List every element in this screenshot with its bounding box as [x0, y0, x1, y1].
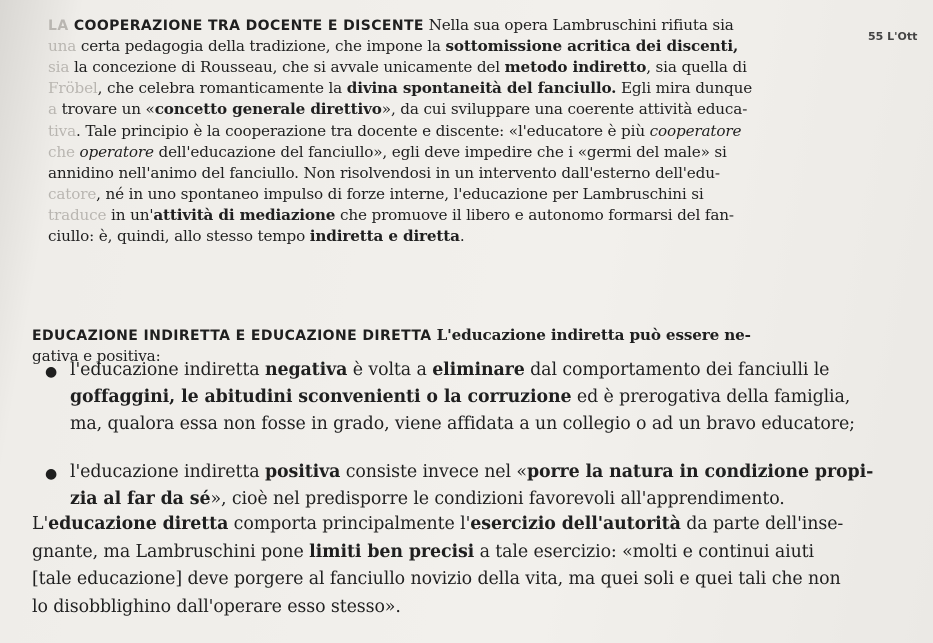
text-run: zia al far da sé	[70, 489, 211, 509]
text-run: a tale esercizio: «molti e continui aiuti	[474, 541, 815, 562]
text-run: Egli mira dunque	[616, 79, 753, 98]
diretta-line	[32, 597, 401, 617]
text-run: L'	[32, 514, 49, 534]
text-run: L'educazione indiretta può essere ne-	[431, 326, 751, 344]
text-run: LA	[48, 18, 74, 34]
cooperazione-line	[48, 122, 741, 140]
cooperazione-line	[48, 185, 704, 203]
cooperazione-line	[48, 164, 720, 182]
bullet-item-line	[70, 489, 785, 509]
text-run: EDUCAZIONE INDIRETTA E EDUCAZIONE DIRETTA	[32, 328, 432, 344]
cooperazione-line	[48, 16, 734, 34]
text-run: ciullo: è, quindi, allo stesso tempo	[48, 227, 310, 245]
text-run: attività di mediazione	[153, 205, 336, 224]
text-run: porre la natura in condizione propi-	[526, 462, 874, 482]
text-run: , sia quella di	[646, 58, 747, 77]
text-run: goffaggini, le abitudini sconvenienti o la corruzione	[70, 387, 572, 407]
text-run: consiste invece nel «	[340, 462, 527, 482]
text-run: sottomissione acritica dei discenti,	[445, 37, 739, 56]
text-run: indiretta e diretta	[309, 227, 460, 245]
text-run: a	[48, 100, 62, 119]
text-run: in un'	[106, 205, 154, 224]
diretta-line	[32, 514, 843, 534]
bullet-item-line	[70, 360, 829, 380]
text-run: tiva	[48, 121, 76, 140]
text-run: che promuove il libero e autonomo formarsi del fan-	[335, 205, 734, 224]
text-run: l'educazione indiretta	[70, 360, 265, 380]
text-run: lo disobblighino dall'operare esso stesso».	[32, 596, 401, 617]
text-run: [tale educazione] deve porgere al fanciullo novizio della vita, ma quei soli e quei tali che non	[32, 569, 841, 590]
text-run: dal comportamento dei fanciulli le	[524, 360, 830, 380]
text-run: .	[459, 227, 465, 245]
text-run: catore	[48, 184, 97, 203]
text-run: , che celebra romanticamente la	[97, 79, 347, 98]
bullet-item-line	[70, 414, 855, 434]
bullet-item-line	[70, 462, 873, 482]
text-run: negativa	[264, 360, 348, 380]
bullet-dot-icon: ●	[45, 466, 58, 482]
chapter-sidebar-label: 55 L'Ott	[868, 30, 918, 43]
text-run: sia	[48, 58, 74, 77]
text-run: , né in uno spontaneo impulso di forze interne, l'educazione per Lambruschini si	[96, 184, 704, 203]
text-run: divina spontaneità del fanciullo.	[346, 79, 617, 98]
text-run: ed è prerogativa della famiglia,	[571, 387, 851, 407]
text-run: educazione diretta	[48, 514, 229, 534]
diretta-line	[32, 569, 841, 589]
cooperazione-line	[48, 79, 752, 97]
text-run: concetto generale direttivo	[154, 100, 382, 119]
cooperazione-line	[48, 143, 727, 161]
text-run: metodo indiretto	[504, 58, 647, 77]
heading-line	[32, 326, 751, 344]
text-run: positiva	[264, 462, 341, 482]
text-run: che	[48, 142, 80, 161]
text-run: gativa e positiva:	[32, 347, 161, 365]
cooperazione-line	[48, 206, 734, 224]
text-run: da parte dell'inse-	[680, 514, 844, 534]
text-run: gnante, ma Lambruschini pone	[32, 541, 310, 562]
text-run: esercizio dell'autorità	[470, 514, 681, 534]
text-run: », da cui sviluppare una coerente attività educa-	[381, 100, 748, 119]
text-run: la concezione di Rousseau, che si avvale unicamente del	[73, 58, 505, 77]
cooperazione-line	[48, 37, 738, 55]
bullet-item-line	[70, 387, 850, 407]
cooperazione-line	[48, 100, 747, 118]
text-run: Fröbel	[48, 79, 98, 98]
text-run: dell'educazione del fanciullo», egli deve impedire che i «germi del male» si	[153, 142, 727, 161]
text-run: Nella sua opera Lambruschini rifiuta sia	[423, 16, 734, 34]
text-run: traduce	[48, 205, 107, 224]
text-run: . Tale principio è la cooperazione tra docente e discente: «l'educatore è più	[76, 121, 650, 140]
text-run: certa pedagogia della tradizione, che impone la	[80, 37, 446, 56]
diretta-line	[32, 542, 814, 562]
text-run: limiti ben precisi	[309, 541, 475, 562]
text-run: trovare un «	[61, 100, 155, 119]
text-run: l'educazione indiretta	[70, 462, 265, 482]
text-run: operatore	[79, 142, 154, 161]
cooperazione-line	[48, 58, 747, 76]
bullet-dot-icon: ●	[45, 364, 58, 380]
text-run: comporta principalmente l'	[228, 514, 471, 534]
text-run: », cioè nel predisporre le condizioni favorevoli all'apprendimento.	[210, 489, 785, 509]
text-run: eliminare	[432, 360, 525, 380]
text-run: cooperatore	[649, 121, 742, 140]
text-run: annidino nell'animo del fanciullo. Non risolvendosi in un intervento dall'esterno dell'edu-	[48, 163, 720, 182]
text-run: una	[48, 37, 81, 56]
text-run: ma, qualora essa non fosse in grado, viene affidata a un collegio o ad un bravo educatore;	[70, 414, 855, 434]
cooperazione-line	[48, 227, 465, 245]
text-run: è volta a	[347, 360, 433, 380]
text-run: COOPERAZIONE TRA DOCENTE E DISCENTE	[73, 18, 424, 34]
